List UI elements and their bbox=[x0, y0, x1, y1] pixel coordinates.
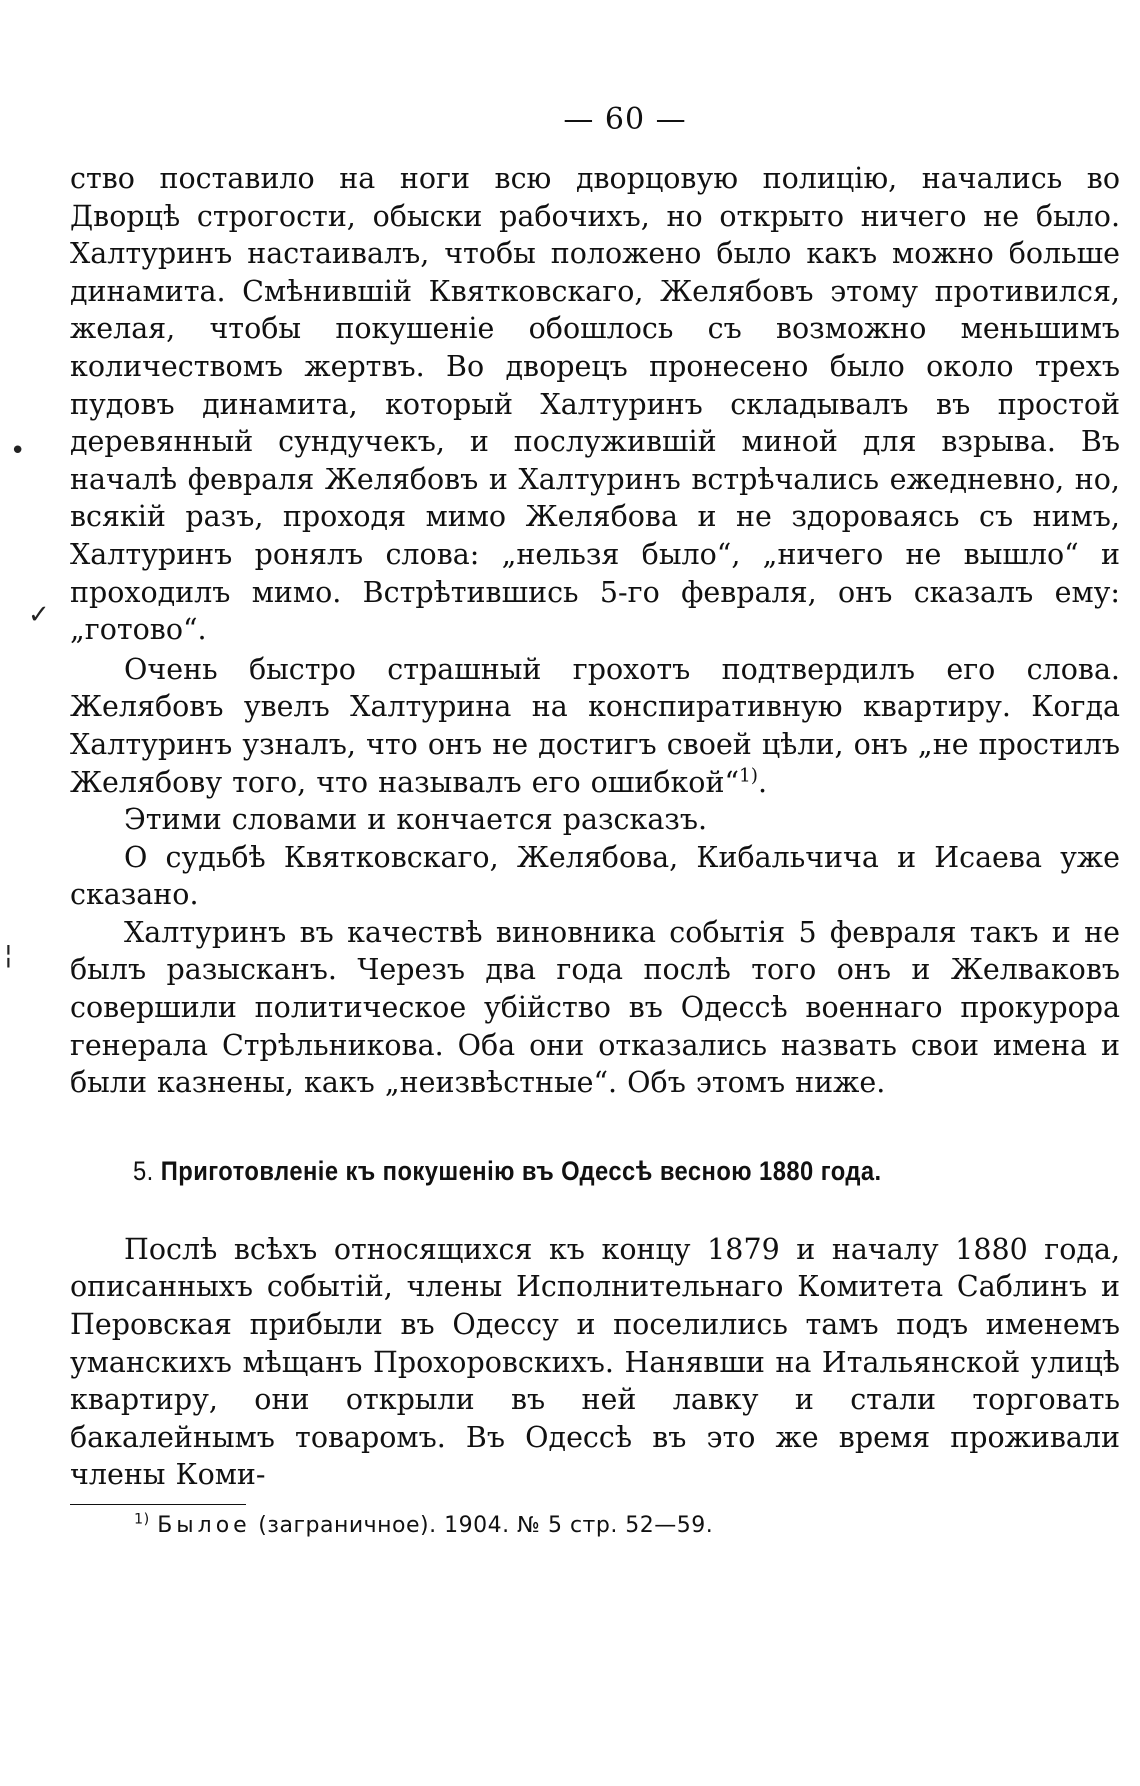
footnote-source: Былое bbox=[157, 1513, 251, 1538]
margin-check-mark: ✓ bbox=[28, 600, 50, 630]
footnote bbox=[134, 1511, 1120, 1541]
footnote-divider bbox=[70, 1504, 246, 1505]
section-heading bbox=[133, 1156, 1002, 1187]
footnote-reference: 1) bbox=[739, 765, 759, 786]
document-page bbox=[70, 100, 1120, 1541]
margin-dot-mark: • bbox=[10, 436, 26, 466]
margin-bar-mark: ¦ bbox=[4, 940, 13, 970]
page-number: — 60 — bbox=[563, 102, 687, 137]
paragraph-2 bbox=[70, 651, 1120, 801]
paragraph-3: Этими словами и кончается разсказъ. bbox=[124, 803, 708, 837]
paragraph-5: Халтуринъ въ качествѣ виновника событія 5 февраля такъ и не былъ разысканъ. Черезъ два года послѣ того онъ и Желваковъ совершили политическое убійство въ Одессѣ военнаго прокурора генерала Стрѣльникова. Оба они отказались назвать свои имена и были казнены, какъ „неизвѣстные“. Объ этомъ ниже. bbox=[70, 915, 1120, 1100]
paragraph-1: ство поставило на ноги всю дворцовую полицію, начались во Дворцѣ строгости, обыски рабочихъ, но открыто ничего не было. Халтуринъ настаивалъ, чтобы положено было какъ можно больше динамита. Смѣнившій Квятковскаго, Желябовъ этому противился, желая, чтобы покушеніе обошлось съ возможно меньшимъ количествомъ жертвъ. Во дворецъ пронесено было около трехъ пудовъ динамита, который Халтуринъ складывалъ въ простой деревянный сундучекъ, и послужившій миной для взрыва. Въ началѣ февраля Желябовъ и Халтуринъ встрѣчались ежедневно, но, всякій разъ, проходя мимо Желябова и не здороваясь съ нимъ, Халтуринъ ронялъ слова: „нельзя было“, „ничего не вышло“ и проходилъ мимо. Встрѣтившись 5-го февраля, онъ сказалъ ему: „готово“. bbox=[70, 162, 1120, 647]
paragraph-6: Послѣ всѣхъ относящихся къ концу 1879 и началу 1880 года, описанныхъ событій, члены Исполнительнаго Комитета Саблинъ и Перовская прибыли въ Одессу и поселились тамъ подъ именемъ уманскихъ мѣщанъ Прохоровскихъ. Нанявши на Итальянской улицѣ квартиру, они открыли въ ней лавку и стали торговать бакалейнымъ товаромъ. Въ Одессѣ въ это же время проживали члены Коми- bbox=[70, 1232, 1120, 1492]
section-number: 5. bbox=[133, 1155, 154, 1186]
paragraph-2-text: Очень быстро страшный грохотъ подтвердилъ его слова. Желябовъ увелъ Халтурина на конспиративную квартиру. Когда Халтуринъ узналъ, что онъ не достигъ своей цѣли, онъ „не простилъ Желябову того, что называлъ его ошибкой“ bbox=[70, 652, 1120, 799]
paragraph-4: О судьбѣ Квятковскаго, Желябова, Кибальчича и Исаева уже сказано. bbox=[70, 840, 1120, 912]
footnote-text: (заграничное). 1904. № 5 стр. 52—59. bbox=[250, 1513, 714, 1538]
paragraph-2-end: . bbox=[758, 765, 768, 799]
footnote-mark: 1) bbox=[134, 1511, 150, 1528]
section-title: Приготовленіе къ покушенію въ Одессѣ весною 1880 года. bbox=[160, 1155, 882, 1186]
